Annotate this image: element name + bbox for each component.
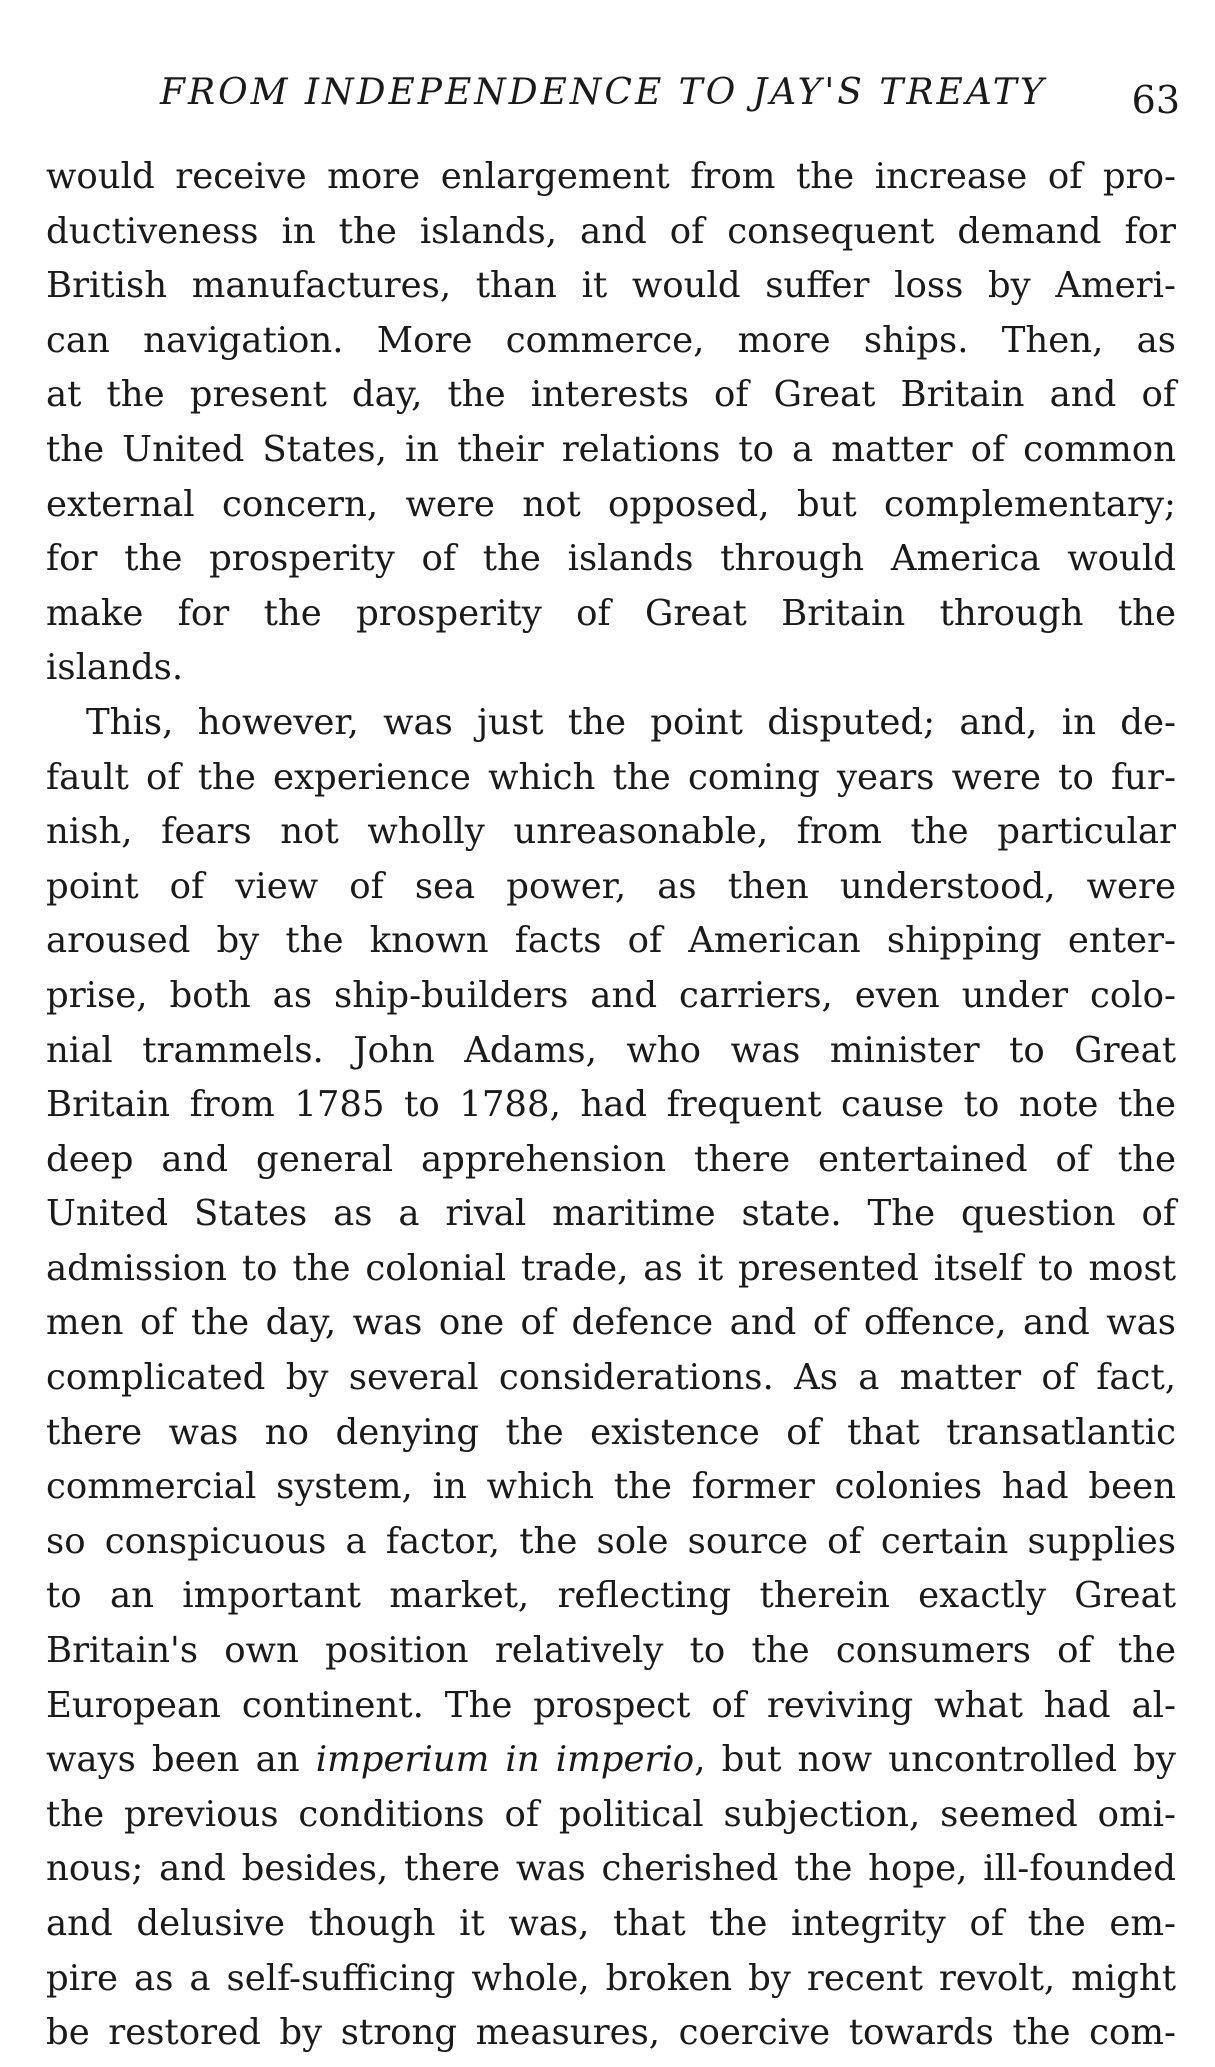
text-line: complicated by several considerations. As a matter of fact, [46,1357,1176,1399]
text-line: and delusive though it was, that the integrity of the em- [46,1903,1176,1944]
running-title: FROM INDEPENDENCE TO JAY'S TREATY [160,72,1047,113]
text-line: pire as a self-sufficing whole, broken by recent revolt, might [46,1957,1176,1999]
text-line: prise, both as ship-builders and carriers, even under colo- [46,974,1176,1016]
text-line: nous; and besides, there was cherished the hope, ill-founded [46,1848,1176,1890]
paragraph-2 [46,696,1176,2061]
text-line: men of the day, was one of defence and of offence, and was [46,1302,1176,1344]
text-line-with-italic [46,1733,1176,1788]
text-line: admission to the colonial trade, as it presented itself to most [46,1247,1176,1289]
text-line: islands. [46,647,184,689]
text-line: be restored by strong measures, coercive towards the com- [46,2012,1176,2054]
text-line: so conspicuous a factor, the sole source of certain supplies [46,1520,1176,1562]
text-line: European continent. The prospect of reviving what had al- [46,1684,1176,1726]
text-line: to an important market, reflecting therein exactly Great [46,1575,1176,1617]
text-line: This, however, was just the point disputed; and, in de- [86,701,1176,743]
italic-phrase: imperium in imperio [315,1739,695,1781]
text-line: United States as a rival maritime state. The question of [46,1193,1176,1235]
text-line: British manufactures, than it would suffer loss by Ameri- [46,265,1176,307]
text-line: point of view of sea power, as then understood, were [46,865,1176,907]
text-line: make for the prosperity of Great Britain through the [46,592,1176,634]
running-head [150,72,1180,132]
text-line: deep and general apprehension there entertained of the [46,1138,1176,1180]
text-segment: , but now uncontrolled by [694,1739,1176,1781]
text-line: aroused by the known facts of American shipping enter- [46,920,1176,962]
text-line: the previous conditions of political subjection, seemed omi- [46,1793,1176,1835]
text-line: for the prosperity of the islands through America would [46,538,1176,580]
text-line: there was no denying the existence of that transatlantic [46,1411,1176,1453]
text-line: Britain's own position relatively to the consumers of the [46,1630,1176,1672]
paragraph-1 [46,150,1176,696]
text-line: nish, fears not wholly unreasonable, from the particular [46,811,1176,853]
text-line: ductiveness in the islands, and of consequent demand for [46,210,1176,252]
text-line: commercial system, in which the former colonies had been [46,1466,1176,1508]
text-line: nial trammels. John Adams, who was minister to Great [46,1029,1176,1071]
text-segment: ways been an [46,1739,316,1781]
body-text [46,150,1176,2061]
text-line: external concern, were not opposed, but complementary; [46,483,1176,525]
text-line: can navigation. More commerce, more ships. Then, as [46,319,1176,361]
page-number: 63 [1131,78,1180,122]
text-line: Britain from 1785 to 1788, had frequent cause to note the [46,1084,1176,1126]
text-line: fault of the experience which the coming years were to fur- [46,756,1176,798]
text-line: the United States, in their relations to a matter of common [46,428,1176,470]
text-line: at the present day, the interests of Great Britain and of [46,374,1176,416]
text-line: would receive more enlargement from the increase of pro- [46,156,1176,197]
